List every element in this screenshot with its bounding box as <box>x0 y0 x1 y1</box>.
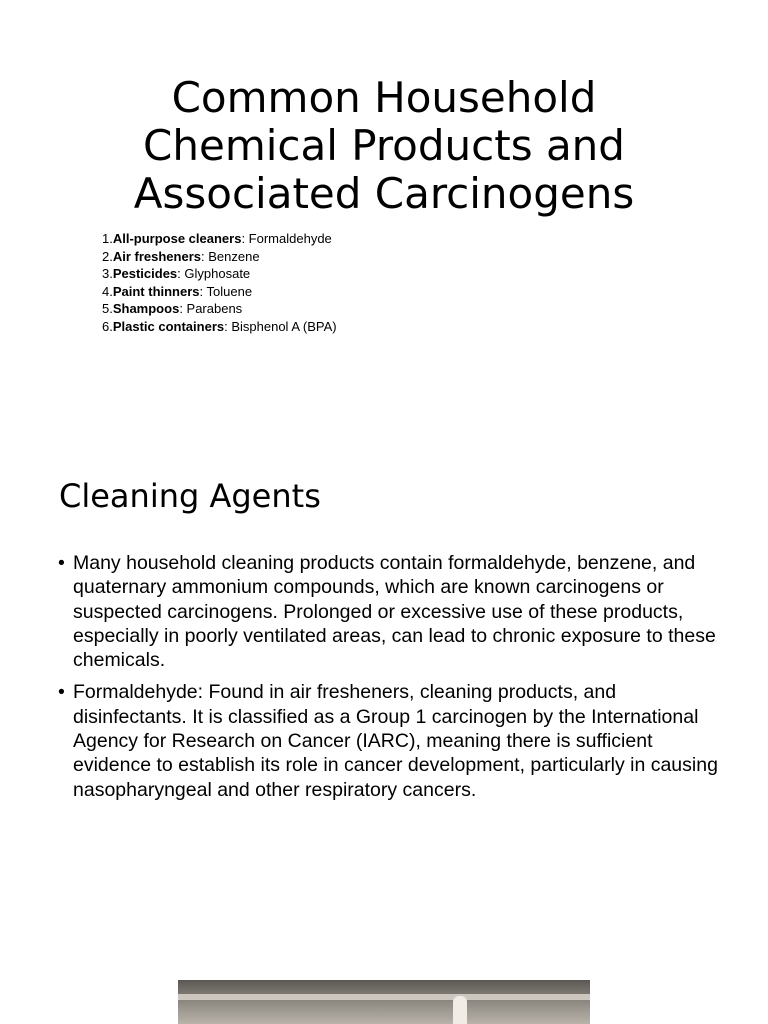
list-item-label: Pesticides <box>112 266 178 281</box>
bullet-icon: • <box>58 552 65 574</box>
list-item-number: 4. <box>102 283 113 299</box>
bottle-icon <box>453 996 467 1024</box>
list-item-value: : Toluene <box>199 283 253 299</box>
list-item-number: 5. <box>102 301 113 316</box>
list-item-value: : Bisphenol A (BPA) <box>224 318 337 334</box>
list-item-label: Air fresheners <box>112 248 201 264</box>
list-item-value: : Parabens <box>179 301 243 316</box>
bullet-item <box>58 680 718 801</box>
photo-shelf <box>178 994 590 1000</box>
page-title: Common Household Chemical Products and Associated Carcinogens <box>133 73 635 218</box>
photo-image <box>178 980 590 1024</box>
list-item-number: 6. <box>102 318 113 334</box>
bullet-text: Many household cleaning products contain formaldehyde, benzene, and quaternary ammonium compounds, which are known carcinogens or suspected carcinogens. Prolonged or excessive use of these products, especially in poorly ventilated areas, can lead to chronic exposure to these chemicals. <box>73 552 716 672</box>
list-item <box>102 230 337 248</box>
list-item <box>102 318 337 336</box>
chemical-list <box>102 230 337 335</box>
list-item-label: Plastic containers <box>112 318 225 334</box>
list-item-label: Shampoos <box>112 301 180 316</box>
list-item-value: : Benzene <box>201 248 260 264</box>
list-item-number: 1. <box>102 231 113 246</box>
bullet-item <box>58 551 718 672</box>
list-item-number: 2. <box>102 248 113 264</box>
list-item-value: : Formaldehyde <box>241 231 332 246</box>
bullet-list <box>58 551 718 810</box>
list-item-value: : Glyphosate <box>177 266 251 281</box>
section-heading: Cleaning Agents <box>59 477 321 515</box>
list-item-label: Paint thinners <box>112 283 200 299</box>
bullet-text: Formaldehyde: Found in air fresheners, cleaning products, and disinfectants. It is classified as a Group 1 carcinogen by the International Agency for Research on Cancer (IARC), meaning there is sufficient evidence to establish its role in cancer development, particularly in causing nasopharyngeal and other respiratory cancers. <box>73 681 718 801</box>
bullet-icon: • <box>58 681 65 704</box>
list-item <box>102 283 337 301</box>
list-item <box>102 248 337 266</box>
list-item-label: All-purpose cleaners <box>112 231 242 246</box>
list-item <box>102 300 337 318</box>
list-item-number: 3. <box>102 266 113 281</box>
list-item <box>102 265 337 283</box>
